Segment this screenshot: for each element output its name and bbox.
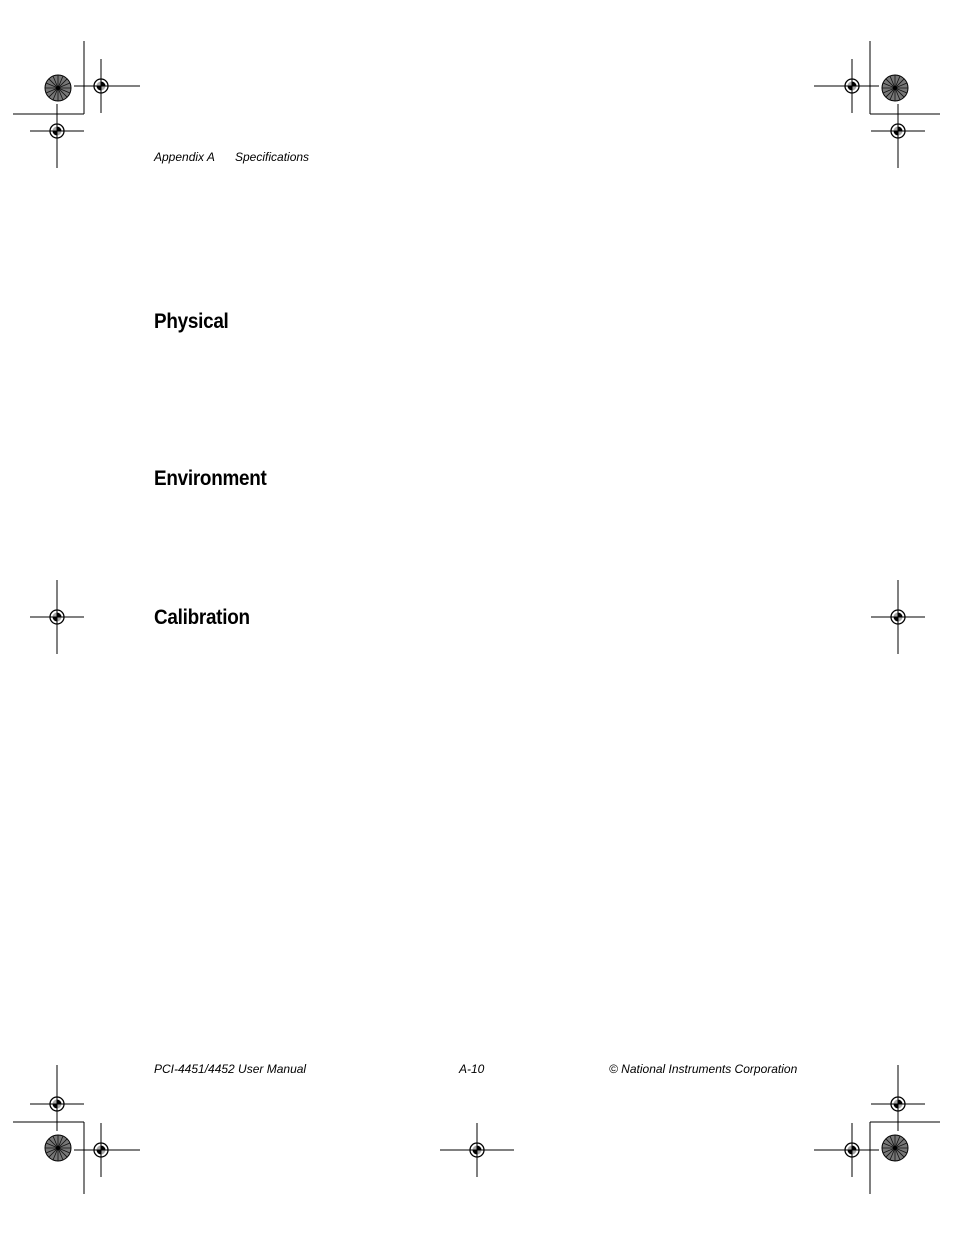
footer-copyright: © National Instruments Corporation (609, 1062, 798, 1076)
starburst-target-icon (45, 1135, 71, 1161)
header-chapter: Appendix A (154, 150, 215, 164)
color-target-top-left (45, 75, 71, 101)
section-heading-environment: Environment (154, 467, 267, 490)
registration-mark-middle-right (871, 580, 925, 654)
footer-manual-title: PCI-4451/4452 User Manual (154, 1062, 307, 1076)
registration-mark-bottom-right-2 (814, 1122, 879, 1194)
starburst-target-icon (882, 1135, 908, 1161)
footer-page-number: A-10 (459, 1062, 485, 1076)
registration-mark-top-right-2 (870, 104, 940, 168)
color-target-bottom-left (45, 1135, 71, 1161)
color-target-top-right (882, 75, 908, 101)
registration-mark-bottom-right-1 (870, 1065, 940, 1131)
registration-mark-middle-left (30, 580, 84, 654)
running-header (154, 150, 309, 164)
registration-mark-top-left-2 (13, 104, 84, 168)
header-section: Specifications (235, 150, 310, 164)
registration-mark-bottom-left-2 (74, 1122, 140, 1194)
registration-mark-bottom-center (440, 1123, 514, 1177)
color-target-bottom-right (882, 1135, 908, 1161)
registration-mark-top-left-1 (74, 41, 140, 114)
section-heading-physical: Physical (154, 310, 229, 333)
registration-mark-bottom-left-1 (13, 1065, 84, 1131)
starburst-target-icon (882, 75, 908, 101)
registration-mark-top-right-1 (814, 41, 879, 114)
starburst-target-icon (45, 75, 71, 101)
section-heading-calibration: Calibration (154, 606, 250, 629)
